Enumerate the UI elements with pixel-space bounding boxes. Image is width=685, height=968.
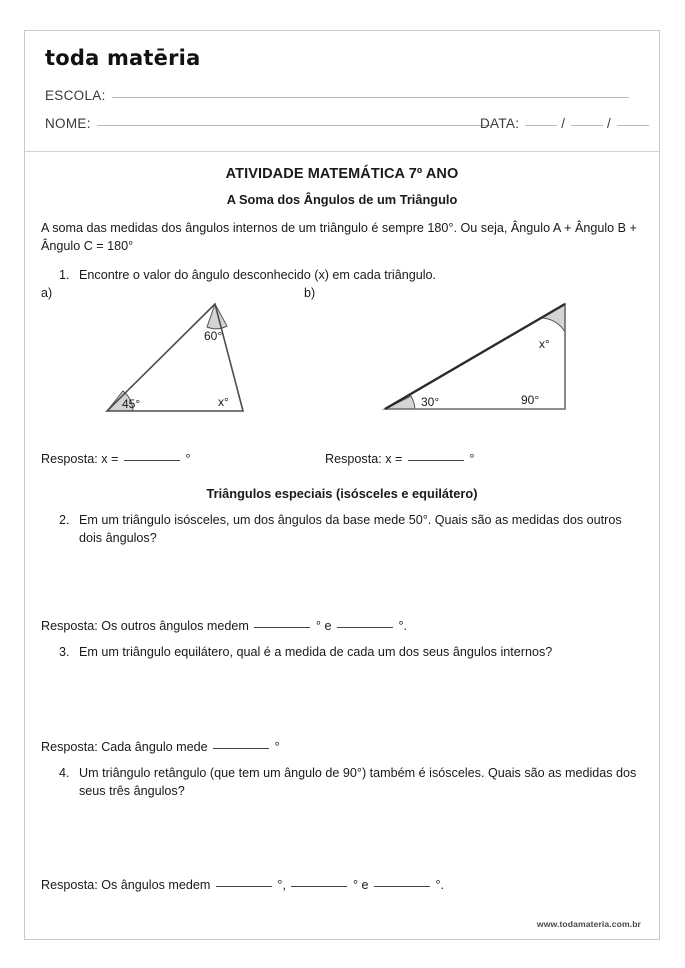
angle-wedge-x-b [541,304,565,332]
date-separator-1: / [561,116,566,131]
answer-b-blank[interactable] [408,460,464,461]
worksheet-header [25,31,659,152]
angle-label-30: 30° [421,394,440,409]
angle-label-45: 45° [122,396,141,411]
answer-a-blank[interactable] [124,460,180,461]
footer-url[interactable]: www.todamateria.com.br [536,919,641,929]
data-field-row [480,116,649,131]
answer-question-4 [41,878,659,892]
angle-wedge-60 [207,304,227,329]
question-1-text: Encontre o valor do ângulo desconhecido (x) em cada triângulo. [79,267,437,282]
answer-question-2 [41,619,659,633]
nome-label: NOME: [45,116,91,131]
angle-label-90: 90° [521,392,540,407]
worksheet-body [25,166,659,892]
answer-2-prefix: Resposta: Os outros ângulos medem [41,619,249,634]
angle-label-x-a: x° [218,394,229,409]
answer-a-prefix: Resposta: x = [41,451,119,466]
answer-2-mid: ° e [315,619,332,634]
intro-paragraph: A soma das medidas dos ângulos internos de um triângulo é sempre 180°. Ou seja, Ângulo A + Ângulo B + Ângulo C = 180° [41,221,637,254]
answer-b-prefix: Resposta: x = [325,451,403,466]
data-label: DATA: [480,116,520,131]
work-space-question-3 [25,662,659,724]
escola-field-row [45,88,629,103]
question-3-number: 3. [59,645,70,660]
answer-4-prefix: Resposta: Os ângulos medem [41,878,211,892]
worksheet-page [24,30,660,940]
brand-logo: toda matēria [45,46,201,70]
answer-4-blank-1[interactable] [216,886,272,887]
answer-a-suffix: ° [185,451,191,466]
escola-label: ESCOLA: [45,88,106,103]
question-4-number: 4. [59,765,70,780]
question-2-text: Em um triângulo isósceles, um dos ângulos da base mede 50°. Quais são as medidas dos outros dois ângulos? [79,512,622,545]
figure-b-label: b) [304,285,316,300]
question-4-text: Um triângulo retângulo (que tem um ângulo de 90°) também é isósceles. Quais são as medidas dos seus três ângulos? [79,765,637,798]
page-subtitle: A Soma dos Ângulos de um Triângulo [226,192,458,207]
answer-3-suffix: ° [274,739,280,754]
date-separator-2: / [607,116,611,131]
answer-4-suffix: °. [435,878,445,892]
answer-2-blank-2[interactable] [337,627,393,628]
answer-a [41,452,190,466]
page-title: ATIVIDADE MATEMÁTICA 7º ANO [225,166,459,182]
figures-zone [25,286,659,438]
question-3 [59,643,639,661]
escola-input-line[interactable] [112,97,629,98]
section-heading: Triângulos especiais (isósceles e equilátero) [206,485,478,501]
answer-2-blank-1[interactable] [254,627,310,628]
answer-2-suffix: °. [398,619,407,634]
answer-3-blank[interactable] [213,748,269,749]
nome-field-row [45,116,492,131]
answer-4-mid-2: ° e [352,878,369,892]
question-3-text: Em um triângulo equilátero, qual é a medida de cada um dos seus ângulos internos? [79,645,553,660]
answer-4-blank-3[interactable] [374,886,430,887]
answer-row-question-1 [25,452,659,472]
nome-input-line[interactable] [97,125,492,126]
data-day-line[interactable] [525,125,557,126]
answer-question-3 [41,740,659,754]
question-1 [59,266,639,284]
data-month-line[interactable] [571,125,603,126]
figure-a-label: a) [41,285,53,300]
answer-b [325,452,474,466]
question-4 [59,764,639,801]
triangle-figure-a [65,286,265,426]
angle-label-60: 60° [204,328,223,343]
question-2 [59,511,639,548]
answer-b-suffix: ° [469,451,475,466]
work-space-question-2 [25,547,659,603]
angle-label-x-b: x° [539,336,550,351]
work-space-question-4 [25,800,659,862]
question-1-number: 1. [59,267,70,282]
question-2-number: 2. [59,512,70,527]
data-year-line[interactable] [617,125,649,126]
answer-4-mid-1: °, [277,878,286,892]
answer-3-prefix: Resposta: Cada ângulo mede [41,739,208,754]
answer-4-blank-2[interactable] [291,886,347,887]
triangle-figure-b [345,286,580,426]
